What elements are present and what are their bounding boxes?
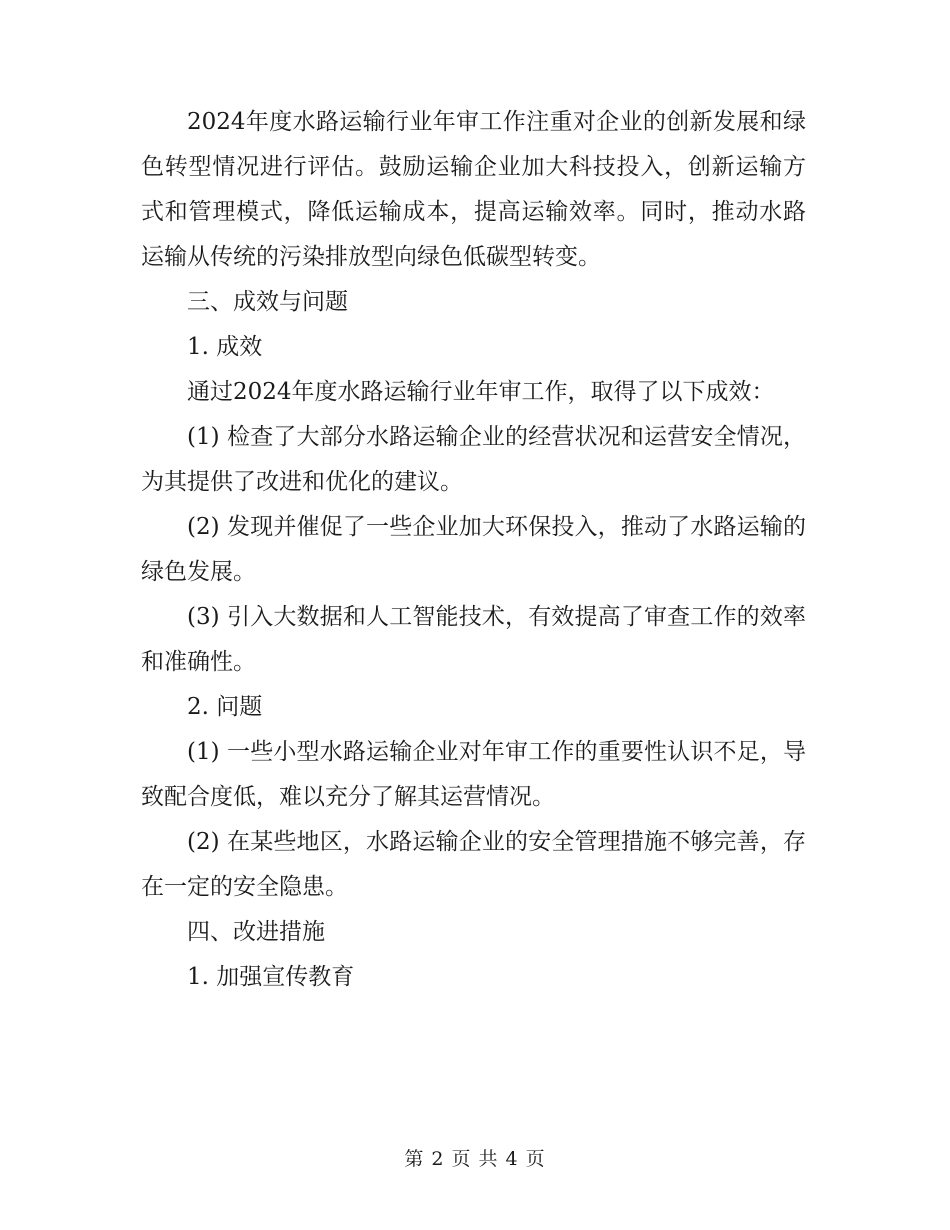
result-item-3: (3) 引入大数据和人工智能技术，有效提高了审查工作的效率和准确性。 xyxy=(141,604,806,675)
section-heading-results-issues: 三、成效与问题 xyxy=(187,289,348,315)
section-heading-improvements: 四、改进措施 xyxy=(187,919,325,945)
issue-item-2: (2) 在某些地区，水路运输企业的安全管理措施不够完善，存在一定的安全隐患。 xyxy=(141,829,806,900)
document-body xyxy=(141,100,806,1000)
paragraph-results-intro: 通过2024年度水路运输行业年审工作，取得了以下成效： xyxy=(187,379,775,405)
result-item-1: (1) 检查了大部分水路运输企业的经营状况和运营安全情况，为其提供了改进和优化的建议。 xyxy=(141,424,806,495)
subheading-results: 1. 成效 xyxy=(187,334,263,360)
paragraph-innovation: 2024年度水路运输行业年审工作注重对企业的创新发展和绿色转型情况进行评估。鼓励运输企业加大科技投入，创新运输方式和管理模式，降低运输成本，提高运输效率。同时，推动水路运输从传统的污染排放型向绿色低碳型转变。 xyxy=(141,109,806,270)
result-item-2: (2) 发现并催促了一些企业加大环保投入，推动了水路运输的绿色发展。 xyxy=(141,514,806,585)
page-number-footer: 第 2 页 共 4 页 xyxy=(404,1148,546,1170)
subheading-publicity: 1. 加强宣传教育 xyxy=(187,964,355,990)
subheading-issues: 2. 问题 xyxy=(187,694,263,720)
issue-item-1: (1) 一些小型水路运输企业对年审工作的重要性认识不足，导致配合度低，难以充分了解其运营情况。 xyxy=(141,739,806,810)
